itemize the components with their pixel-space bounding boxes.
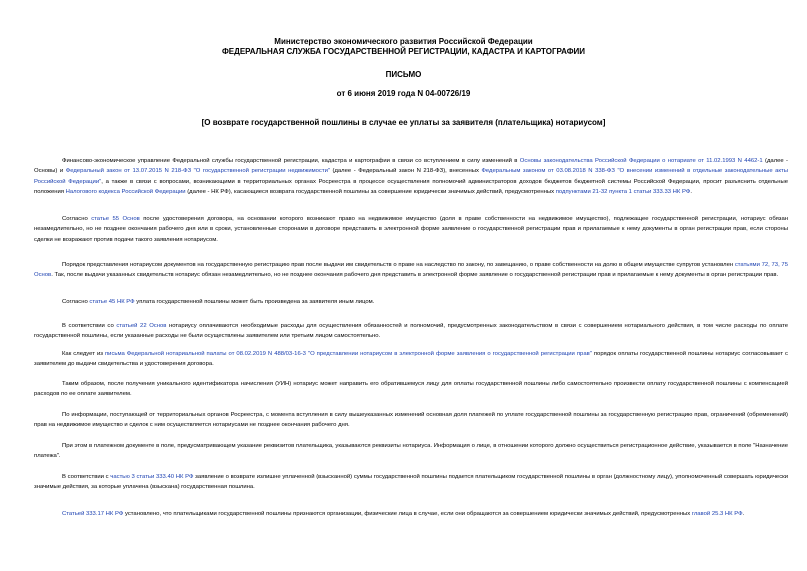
paragraph-text: Согласно bbox=[62, 299, 90, 305]
link-part-3-article-333-40[interactable]: частью 3 статьи 333.40 НК РФ bbox=[110, 474, 194, 480]
paragraph-11 bbox=[34, 509, 788, 519]
link-federal-law-218[interactable]: Федеральный закон от 13.07.2015 N 218-ФЗ "О государственной регистрации недвижимости" bbox=[65, 168, 330, 175]
paragraph-text: заявление о возврате излишне уплаченной (взысканной) суммы государственной пошлины подается плательщиком государственной пошлины в орган (должностному лицу), уполномоченный совершать юридически значимые действия, за которые уплачена (взыскана) государственная пошлина. bbox=[34, 474, 789, 491]
paragraph-text: В соответствии с bbox=[62, 474, 111, 480]
paragraph-text: после удостоверения договора, на основании которого возникают право на недвижимое имущество (доля в праве собственности на недвижимое имущество), подлежащее государственной регистрации, нотариус обязан незамедлительно, но не позднее окончания рабочего дня или в сроки, установленные сторонами в договоре представить в электронной форме заявление о государственной регистрации прав и прилагаемые к нему документы в орган регистрации прав, если стороны сделки не возражают против подачи такого заявления нотариусом. bbox=[34, 216, 788, 243]
paragraph-8 bbox=[34, 410, 788, 431]
link-chapter-25-3[interactable]: главой 25.3 НК РФ bbox=[691, 511, 743, 517]
paragraph-1 bbox=[34, 156, 788, 197]
paragraph-text: При этом в платежном документе в поле, предусматривающем указание реквизитов плательщика, указываются реквизиты нотариуса. Информация о лице, в отношении которого должно осуществиться регистрационное действие, указывается в поле "Назначение платежа". bbox=[34, 443, 788, 460]
paragraph-text: Порядок представления нотариусом документов на государственную регистрацию прав после выдачи им свидетельств о праве на наследство по закону, по завещанию, о праве собственности на долю в общем имуществе супругов установлен bbox=[62, 262, 735, 268]
document-date-number: от 6 июня 2019 года N 04-00726/19 bbox=[336, 89, 471, 98]
paragraph-text: порядок оплаты государственной пошлины нотариус согласовывает с заявителем до выдачи свидетельства и удостоверения договора. bbox=[34, 351, 789, 368]
paragraph-10 bbox=[34, 472, 788, 493]
paragraph-text: установлено, что плательщиками государственной пошлины признаются организации, физические лица в случае, если они обращаются за совершением юридически значимых действий, предусмотренных bbox=[123, 511, 692, 517]
document-type: ПИСЬМО bbox=[385, 70, 422, 79]
paragraph-text: (далее - НК РФ), касающиеся возврата государственной пошлины за совершение юридически значимых действий, предусмотренных bbox=[185, 188, 556, 195]
paragraph-text: . bbox=[690, 188, 692, 195]
link-osnovy-notariat[interactable]: Основы законодательства Российской Федерации о нотариате от 11.02.1993 N 4462-1 bbox=[519, 158, 763, 164]
paragraph-text: Финансово-экономическое управление Федеральной службы государственной регистрации, кадастра и картографии в связи со вступлением в силу изменений в bbox=[62, 158, 520, 164]
link-subparagraphs-333-33[interactable]: подпунктами 21-32 пункта 1 статьи 333.33 НК РФ bbox=[555, 188, 691, 195]
link-articles-72-73-75[interactable]: статьями 72, 73, 75 Основ bbox=[34, 262, 788, 279]
paragraph-text: (далее - Основы) и bbox=[34, 158, 789, 175]
paragraph-7 bbox=[34, 379, 788, 400]
paragraph-text: , а также в связи с вопросами, возникающими в территориальных органах Росреестра в процессе осуществления полномочий администраторов доходов бюджетов бюджетной системы Российской Федерации, просит разъяснить отдельные положения bbox=[34, 178, 788, 195]
document-subject: [О возврате государственной пошлины в случае ее уплаты за заявителя (плательщика) нотариусом] bbox=[201, 118, 606, 127]
paragraph-text: Согласно bbox=[62, 216, 92, 222]
link-federal-law-338[interactable]: Федеральным законом от 03.08.2018 N 338-ФЗ "О внесении изменений в отдельные законодательные акты Российской Федерации" bbox=[34, 168, 788, 185]
link-fnp-letter[interactable]: письма Федеральной нотариальной палаты от 08.02.2019 N 488/03-16-3 "О представлении нотариусом в электронной форме заявления о государственной регистрации прав" bbox=[104, 351, 592, 357]
paragraph-2 bbox=[34, 214, 788, 245]
link-article-333-17[interactable]: Статьей 333.17 НК РФ bbox=[62, 511, 124, 517]
paragraph-text: В соответствии со bbox=[62, 323, 117, 329]
paragraph-text: Таким образом, после получения уникального идентификатора начисления (УИН) нотариус может направить его обратившемуся лицу для оплаты государственной пошлины либо самостоятельно произвести оплату государственной пошлины с компенсацией расходов по ее оплате заявителем. bbox=[34, 381, 788, 398]
link-tax-code[interactable]: Налогового кодекса Российской Федерации bbox=[65, 188, 186, 195]
paragraph-text: По информации, поступающей от территориальных органов Росреестра, с момента вступления в силу вышеуказанных изменений основная доля платежей по уплате государственной пошлины за государственную регистрацию прав, ограничений (обременений) прав на недвижимое имущество и сделок с ним осуществляется нотариусами не позднее окончания рабочего дня. bbox=[34, 412, 788, 429]
paragraph-text: уплата государственной пошлины может быть произведена за заявителя иным лицом. bbox=[134, 299, 375, 305]
link-article-55-osnov[interactable]: статье 55 Основ bbox=[91, 216, 140, 222]
paragraph-text: Как следует из bbox=[62, 351, 105, 357]
paragraph-text: . bbox=[742, 511, 745, 517]
paragraph-text: (далее - Федеральный закон N 218-ФЗ), внесенных bbox=[329, 168, 482, 175]
paragraph-9 bbox=[34, 441, 788, 462]
agency-name: ФЕДЕРАЛЬНАЯ СЛУЖБА ГОСУДАРСТВЕННОЙ РЕГИСТРАЦИИ, КАДАСТРА И КАРТОГРАФИИ bbox=[221, 47, 586, 56]
paragraph-6 bbox=[34, 349, 788, 370]
paragraph-3 bbox=[34, 260, 788, 281]
link-article-45-nk[interactable]: статье 45 НК РФ bbox=[89, 299, 135, 305]
paragraph-5 bbox=[34, 321, 788, 342]
paragraph-4 bbox=[34, 297, 788, 307]
paragraph-text: нотариусу оплачиваются необходимые расходы для осуществления обязанностей и полномочий, предусмотренных законодательством в связи с совершением нотариального действия, в том числе расходы по оплате государственной пошлины, если указанные расходы не были осуществлены заявителем или третьим лицом самостоятельно. bbox=[34, 323, 788, 340]
ministry-name: Министерство экономического развития Российской Федерации bbox=[274, 37, 533, 46]
paragraph-text: . Так, после выдачи указанных свидетельств нотариус обязан незамедлительно, но не позднее окончания рабочего дня представить в электронной форме заявление о государственной регистрации прав и прилагаемые к нему документы в орган регистрации прав. bbox=[51, 272, 779, 279]
link-article-22-osnov[interactable]: статьей 22 Основ bbox=[116, 323, 167, 329]
